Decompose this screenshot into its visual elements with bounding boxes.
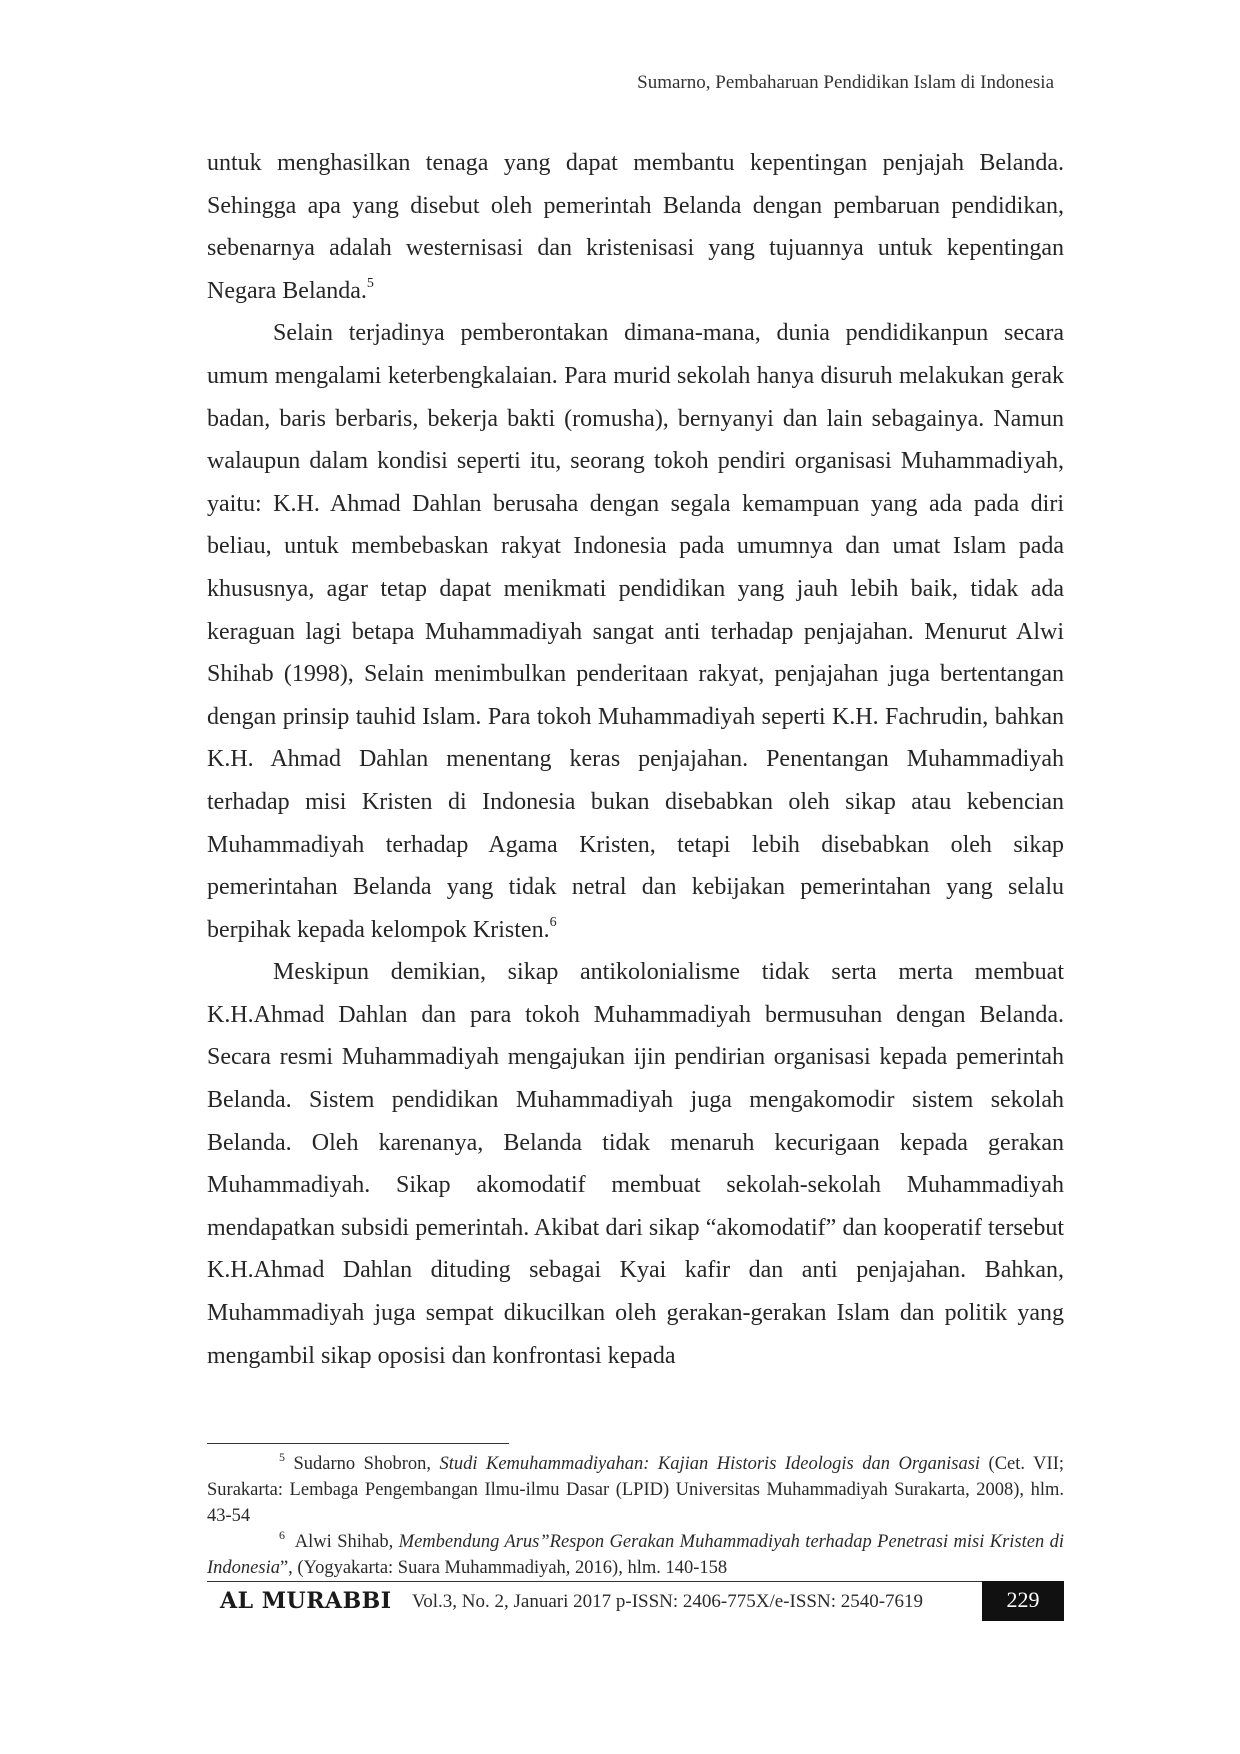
footnote-ref-6[interactable]: 6 bbox=[549, 914, 557, 930]
journal-name: AL MURABBI bbox=[220, 1588, 392, 1614]
footnote-author: Alwi Shihab, bbox=[294, 1532, 394, 1552]
paragraph-3 bbox=[207, 951, 1064, 1377]
paragraph-2-text: Selain terjadinya pemberontakan dimana-mana, dunia pendidikanpun secara umum mengalami keterbengkalaian. Para murid sekolah hanya disuruh melakukan gerak badan, baris berbaris, bekerja bakti (romusha), bernyanyi dan lain sebagainya. Namun walaupun dalam kondisi seperti itu, seorang tokoh pendiri organisasi Muhammadiyah, yaitu: K.H. Ahmad Dahlan berusaha dengan segala kemampuan yang ada pada diri beliau, untuk membebaskan rakyat Indonesia pada umumnya dan umat Islam pada khususnya, agar tetap dapat menikmati pendidikan yang jauh lebih baik, tidak ada keraguan lagi betapa Muhammadiyah sangat anti terhadap penjajahan. Menurut Alwi Shihab (1998), Selain menimbulkan penderitaan rakyat, penjajahan juga bertentangan dengan prinsip tauhid Islam. Para tokoh Muhammadiyah seperti K.H. Fachrudin, bahkan K.H. Ahmad Dahlan menentang keras penjajahan. Penentangan Muhammadiyah terhadap misi Kristen di Indonesia bukan disebabkan oleh sikap atau kebencian Muhammadiyah terhadap Agama Kristen, tetapi lebih disebabkan oleh sikap pemerintahan Belanda yang tidak netral dan kebijakan pemerintahan yang selalu berpihak kepada kelompok Kristen. bbox=[207, 320, 1064, 943]
paragraph-1 bbox=[207, 142, 1064, 312]
paragraph-2 bbox=[207, 312, 1064, 951]
footnote-author: Sudarno Shobron, bbox=[293, 1454, 431, 1474]
footnote-number: 5 bbox=[279, 1450, 285, 1464]
footnote-6 bbox=[207, 1529, 1064, 1581]
issue-info: Vol.3, No. 2, Januari 2017 p-ISSN: 2406-775X/e-ISSN: 2540-7619 bbox=[412, 1591, 924, 1612]
footnotes bbox=[207, 1451, 1064, 1581]
paragraph-3-text: Meskipun demikian, sikap antikolonialisme tidak serta merta membuat K.H.Ahmad Dahlan dan para tokoh Muhammadiyah bermusuhan dengan Belanda. Secara resmi Muhammadiyah mengajukan ijin pendirian organisasi kepada pemerintah Belanda. Sistem pendidikan Muhammadiyah juga mengakomodir sistem sekolah Belanda. Oleh karenanya, Belanda tidak menaruh kecurigaan kepada gerakan Muhammadiyah. Sikap akomodatif membuat sekolah-sekolah Muhammadiyah mendapatkan subsidi pemerintah. Akibat dari sikap “akomodatif” dan kooperatif tersebut K.H.Ahmad Dahlan dituding sebagai Kyai kafir dan anti penjajahan. Bahkan, Muhammadiyah juga sempat dikucilkan oleh gerakan-gerakan Islam dan politik yang mengambil sikap oposisi dan konfrontasi kepada bbox=[207, 959, 1064, 1369]
footnote-rest: (Cet. VII; Surakarta: Lembaga Pengembangan Ilmu-ilmu Dasar (LPID) Universitas Muhammadiyah Surakarta, 2008), hlm. 43-54 bbox=[207, 1454, 1064, 1526]
footnote-separator bbox=[207, 1443, 509, 1444]
footer-separator bbox=[207, 1581, 1064, 1582]
footnote-ref-5[interactable]: 5 bbox=[366, 275, 374, 291]
footnote-rest: ”, (Yogyakarta: Suara Muhammadiyah, 2016), hlm. 140-158 bbox=[279, 1558, 728, 1578]
footnote-number: 6 bbox=[279, 1528, 285, 1542]
paragraph-1-text: untuk menghasilkan tenaga yang dapat membantu kepentingan penjajah Belanda. Sehingga apa yang disebut oleh pemerintah Belanda dengan pembaruan pendidikan, sebenarnya adalah westernisasi dan kristenisasi yang tujuannya untuk kepentingan Negara Belanda. bbox=[207, 150, 1064, 304]
footnote-title: Studi Kemuhammadiyahan: Kajian Historis Ideologis dan Organisasi bbox=[439, 1454, 981, 1474]
main-body bbox=[207, 142, 1064, 1377]
page-number: 229 bbox=[982, 1581, 1064, 1621]
footnote-title: Membendung Arus”Respon Gerakan Muhammadiyah terhadap Penetrasi misi Kristen di Indonesia bbox=[207, 1532, 1065, 1578]
running-head: Sumarno, Pembaharuan Pendidikan Islam di Indonesia bbox=[637, 72, 1054, 93]
footnote-5 bbox=[207, 1451, 1064, 1529]
page-footer bbox=[207, 1584, 1064, 1622]
